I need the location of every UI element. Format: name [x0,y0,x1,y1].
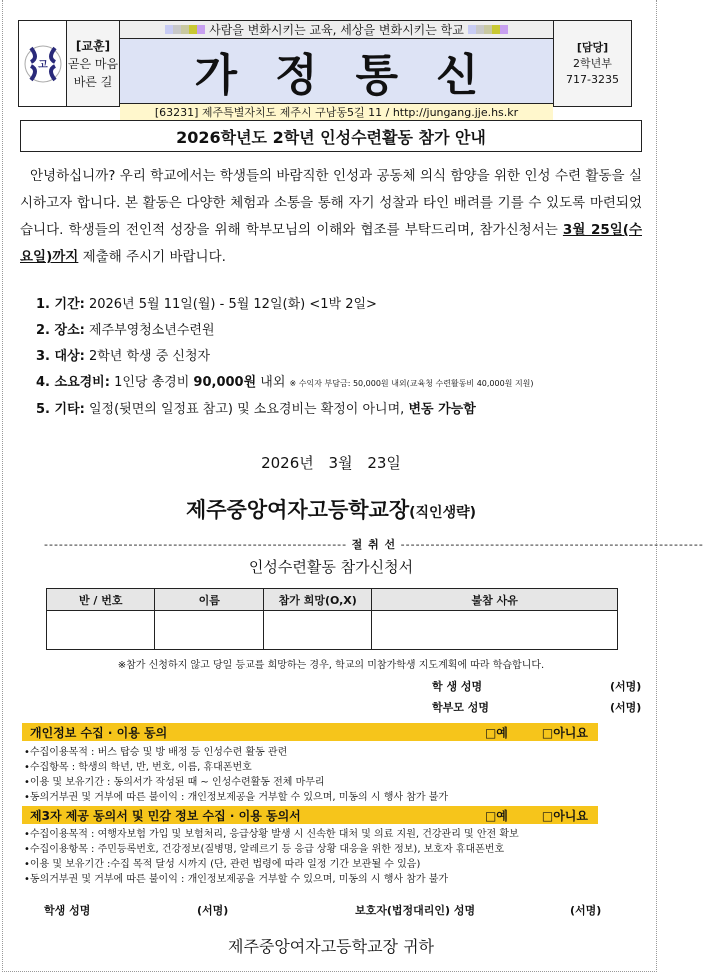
contact-phone: 717-3235 [566,72,619,86]
bullet-item: •수집항목 : 학생의 학년, 반, 번호, 이름, 휴대폰번호 [24,762,252,773]
item-label: 5. 기타: [36,402,85,417]
bullet-item: •이용 및 보유기간 : 동의서가 작성된 때 ~ 인성수련활동 전체 마무리 [24,777,325,788]
contact-info [554,21,631,106]
item-label: 1. 기간: [36,297,85,312]
school-logo [19,21,67,106]
item-label: 4. 소요경비: [36,375,110,390]
list-item [36,318,534,344]
school-address: [63231] 제주특별자치도 제주시 구남동5길 11 / http://jungang.jje.hs.kr [120,104,553,120]
item-value: 1인당 총경비 [109,375,194,390]
slogan-text: 사람을 변화시키는 교육, 세상을 변화시키는 학교 [209,23,464,37]
list-item [36,370,534,397]
newsletter-header [18,20,632,119]
seal-note: (직인생략) [409,505,477,521]
col-header: 불참 사유 [372,589,618,611]
item-value: 내외 [256,375,290,390]
item-value: 제주부영청소년수련원 [84,323,215,338]
intro-paragraph [20,163,642,271]
consent-no-checkbox[interactable]: □아니요 [541,808,588,823]
student-sign-label: 학 생 성명 [432,680,483,693]
addressee: 제주중앙여자고등학교장 귀하 [227,937,434,956]
name-cell[interactable] [155,611,263,650]
col-header: 이름 [155,589,263,611]
item-note: ※ 수익자 부담금: 50,000원 내외(교육청 수련활동비 40,000원 지원) [289,379,534,388]
consent-no-checkbox[interactable]: □아니요 [541,725,588,740]
bullet-item: •수집이용목적 : 버스 탑승 및 방 배정 등 인성수련 활동 관련 [24,747,288,758]
bullet-item: •수집이용항목 : 주민등록번호, 건강정보(질병명, 알레르기 등 응급 상황 대응을 위한 정보), 보호자 휴대폰번호 [24,844,505,855]
bullet-item: •동의거부권 및 거부에 따른 불이익 : 개인정보제공을 거부할 수 있으며, 미동의 시 행사 참가 불가 [24,792,449,803]
application-table [46,588,618,650]
contact-label: [담당] [576,40,609,54]
logo-text: 고 [37,59,48,71]
parent-sign-label: 학부모 성명 [432,701,489,714]
school-motto [67,21,120,106]
class-number-cell[interactable] [47,611,155,650]
motto-label: [교훈] [75,38,111,53]
contact-dept: 2학년부 [573,56,612,70]
consent-bar-personal-info [22,723,598,741]
col-header: 참가 희망(O,X) [263,589,371,611]
sign-mark[interactable]: (서명) [610,680,642,693]
absence-reason-cell[interactable] [372,611,618,650]
bullet-item: •이용 및 보유기간 :수집 목적 달성 시까지 (단, 관련 법령에 따라 일정 기간 보관될 수 있음) [24,859,421,870]
bullet-item: •동의거부권 및 거부에 따른 불이익 : 개인정보제공을 거부할 수 있으며, 미동의 시 행사 참가 불가 [24,874,449,885]
intro-text: 안녕하십니까? 우리 학교에서는 학생들의 바람직한 인성과 공동체 의식 함양을 위한 인성 수련 활동을 실시하고자 합니다. 본 활동은 다양한 체험과 소통을 통해 자기 성찰과 타인 배려를 기를 수 있도록 마련되었습니다. 학생들의 전인적 성장을 위해 학부모님의 이해와 협조를 부탁드리며, 참가신청서는 [20,168,642,238]
guardian-name-label: 보호자(법정대리인) 성명 [355,904,476,917]
item-value: 2학년 학생 중 신청자 [84,349,211,364]
issue-date: 2026년 3월 23일 [261,454,401,472]
details-list [36,292,534,423]
item-value: 2026년 5월 11일(월) - 5월 12일(화) <1박 2일> [84,297,377,312]
motto-line: 바른 길 [73,74,113,89]
cut-line-label: 절 취 선 [351,538,397,551]
col-header: 반 / 번호 [47,589,155,611]
sign-mark[interactable]: (서명) [570,904,602,917]
consent-yes-checkbox[interactable]: □예 [484,808,508,823]
newsletter-title: 가정통신 [120,39,553,104]
slogan [120,21,553,39]
motto-line: 곧은 마음 [67,56,119,71]
intro-text: 제출해 주시기 바랍니다. [78,249,226,265]
bullet-item: •수집이용목적 : 여행자보험 가입 및 보험처리, 응급상황 발생 시 신속한 대처 및 의료 지원, 건강관리 및 안전 확보 [24,829,519,840]
item-label: 3. 대상: [36,349,85,364]
consent-bar-third-party [22,806,598,824]
form-note: ※참가 신청하지 않고 당일 등교를 희망하는 경우, 학교의 미참가학생 지도계획에 따라 학습합니다. [117,660,545,671]
consent-title: 제3자 제공 동의서 및 민감 정보 수집 · 이용 동의서 [30,808,301,823]
consent-details [24,827,519,887]
participation-cell[interactable] [263,611,371,650]
sign-mark[interactable]: (서명) [197,904,229,917]
sign-mark[interactable]: (서명) [610,701,642,714]
form-title: 인성수련활동 참가신청서 [248,558,414,576]
principal-signature [0,494,662,524]
list-item [36,397,534,423]
item-value: 일정(뒷면의 일정표 참고) 및 소요경비는 확정이 아니며, [84,402,409,417]
list-item [36,344,534,370]
deadline: 3월 25일(수요일)까지 [20,222,642,265]
consent-details [24,745,448,805]
color-squares [468,23,508,37]
item-label: 2. 장소: [36,323,85,338]
cut-line: ------------------------------------------------------------- 절 취 선 ------------------------------------------------------------- [44,538,704,551]
list-item [36,292,534,318]
color-squares [165,23,205,37]
consent-yes-checkbox[interactable]: □예 [484,725,508,740]
student-name-label: 학생 성명 [44,904,91,917]
item-emphasis: 변동 가능함 [408,402,476,417]
item-amount: 90,000원 [193,375,257,390]
school-name: 제주중앙여자고등학교장 [185,498,410,522]
consent-title: 개인정보 수집 · 이용 동의 [30,725,168,740]
notice-title: 2026학년도 2학년 인성수련활동 참가 안내 [20,120,642,152]
